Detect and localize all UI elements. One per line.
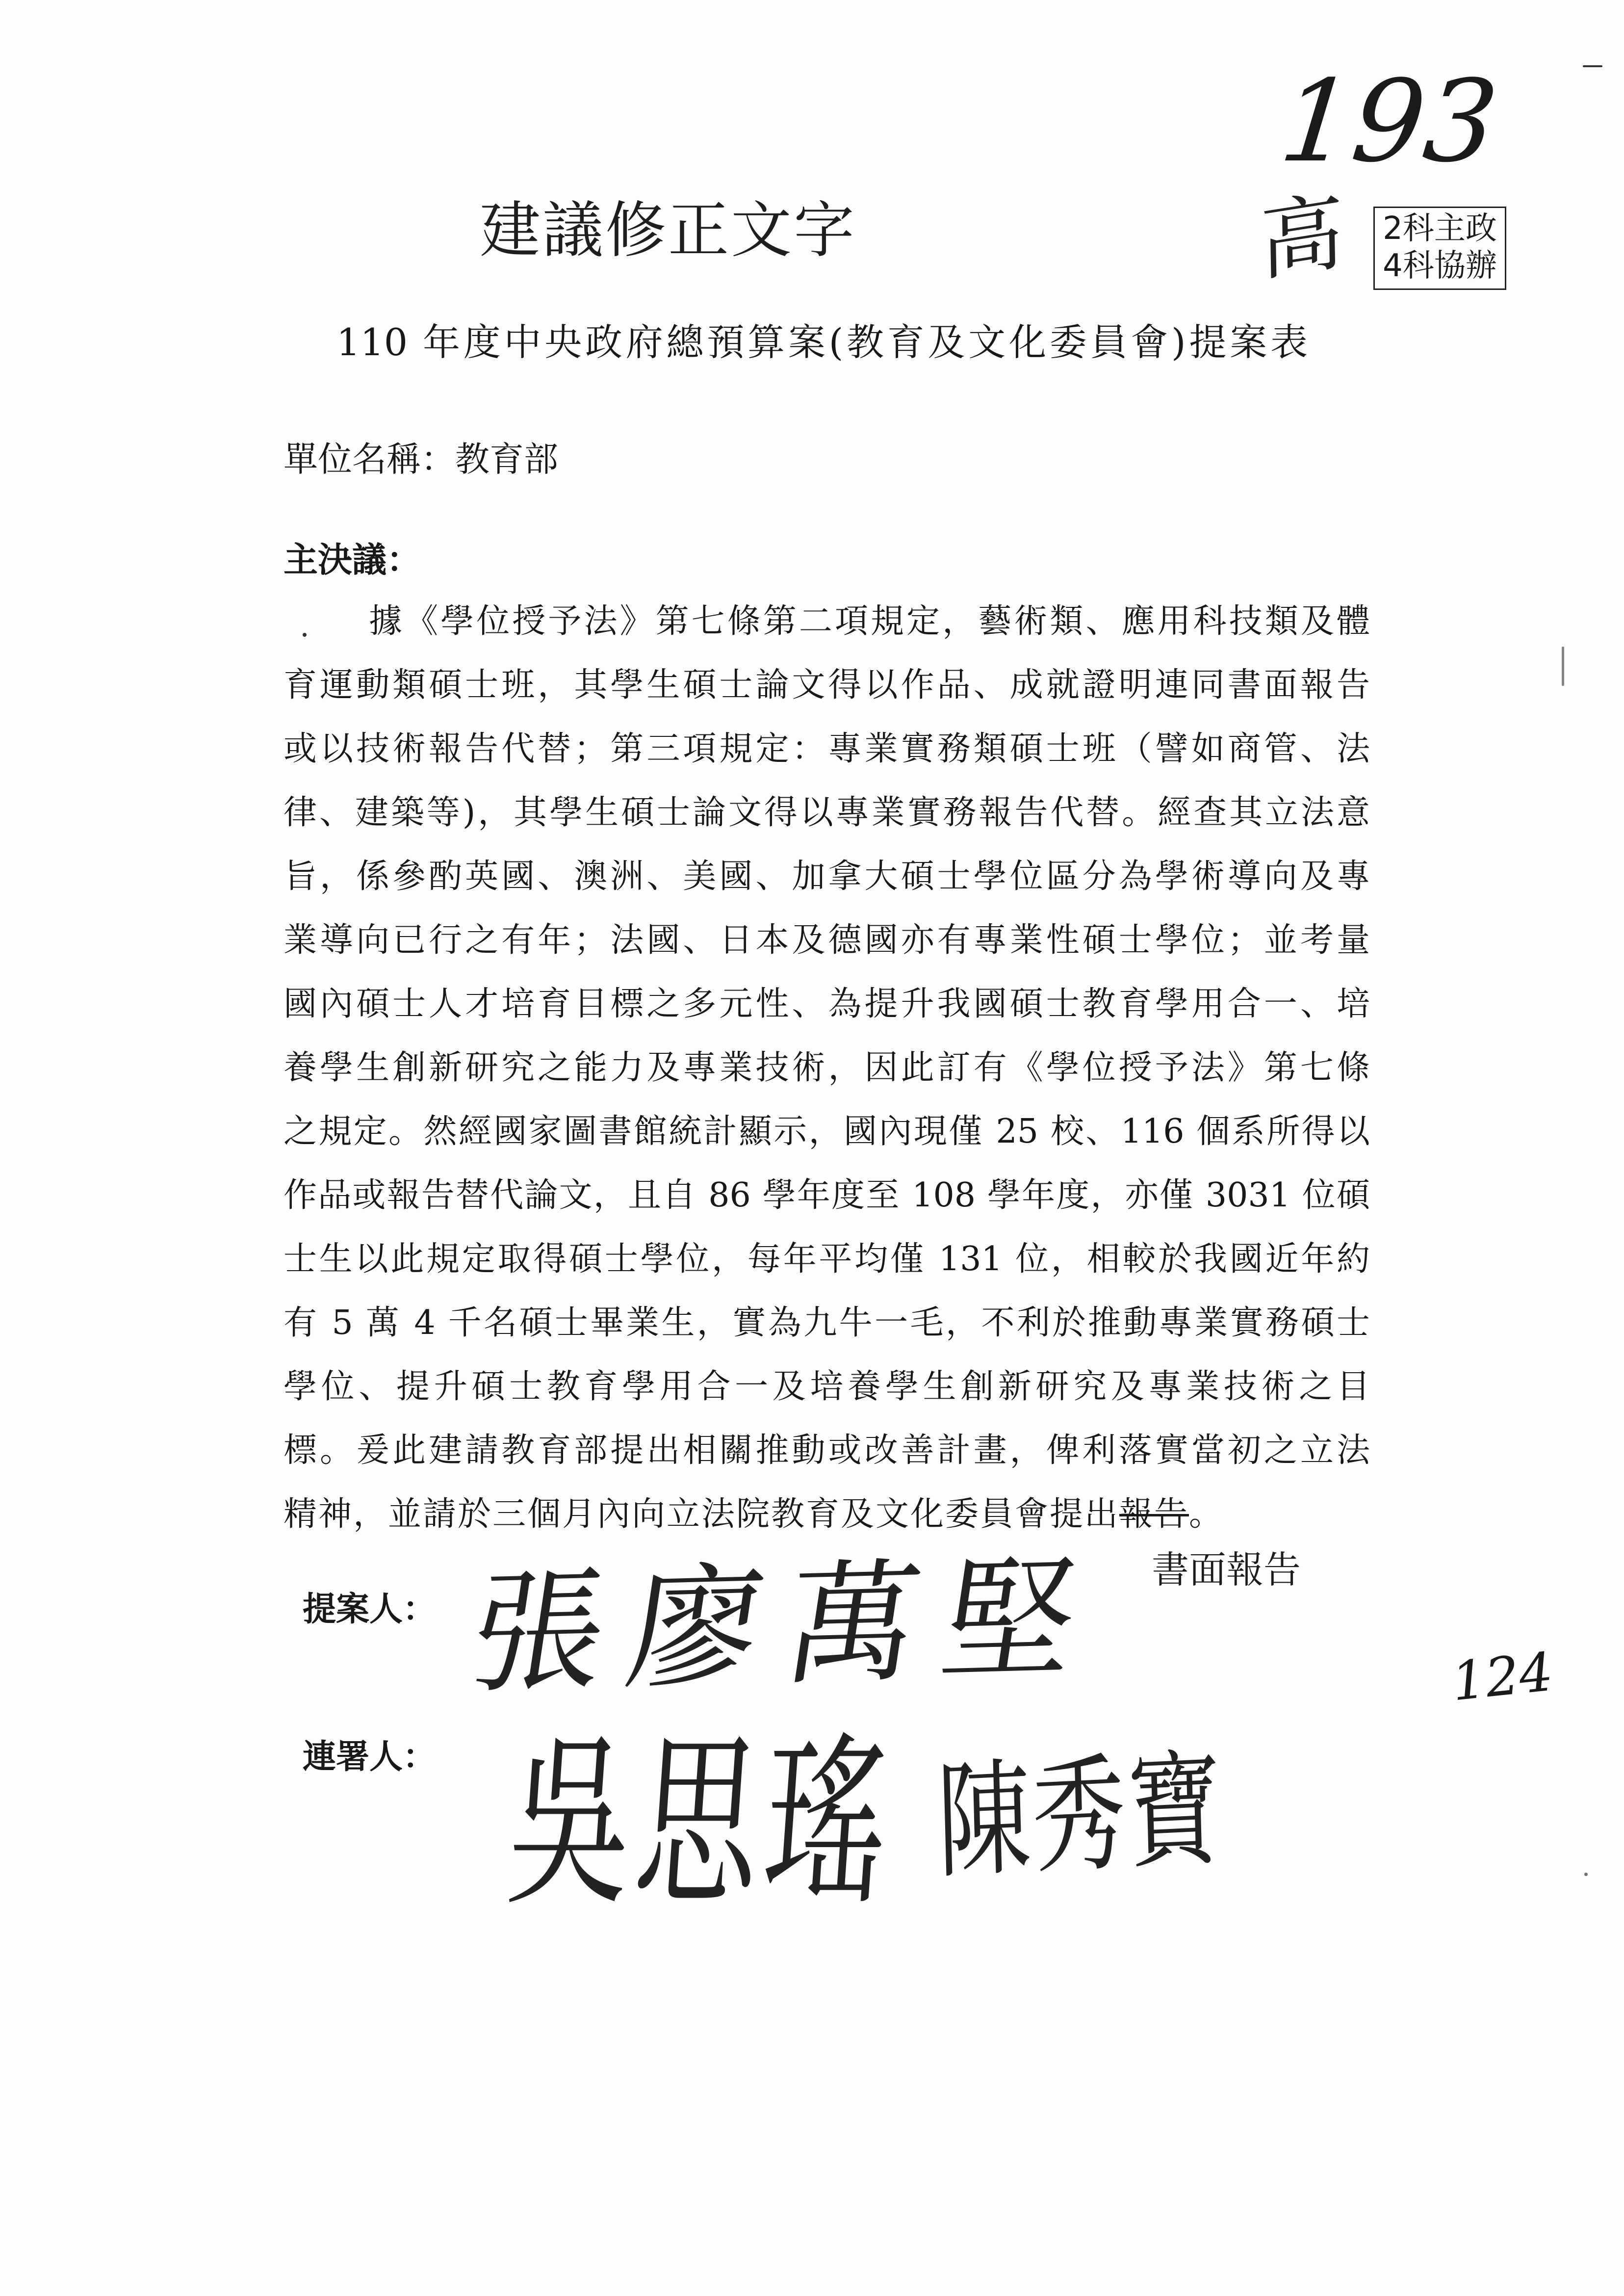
unit-label: 單位名稱： bbox=[284, 439, 455, 479]
resolution-line: 育運動類碩士班，其學生碩士論文得以作品、成就證明連同書面報告 bbox=[284, 666, 1370, 704]
proposer-signature: 張廖萬堅 bbox=[461, 1540, 1112, 1712]
resolution-body bbox=[284, 590, 1370, 1546]
routing-line-assist: 4科協辦 bbox=[1383, 248, 1497, 284]
struck-text: 報告 bbox=[1119, 1495, 1189, 1534]
last-line-text: 精神，並請於三個月內向立法院教育及文化委員會提出 bbox=[284, 1495, 1120, 1534]
resolution-line: 業導向已行之有年；法國、日本及德國亦有專業性碩士學位；並考量 bbox=[284, 921, 1370, 960]
handwritten-page-number: 124 bbox=[1448, 1641, 1556, 1713]
resolution-line: 或以技術報告代替；第三項規定：專業實務類碩士班（譬如商管、法 bbox=[284, 730, 1370, 768]
resolution-line: 學位、提升碩士教育學用合一及培養學生創新研究及專業技術之目 bbox=[284, 1367, 1370, 1406]
scan-speck bbox=[1584, 1873, 1588, 1876]
last-line-end: 。 bbox=[1189, 1495, 1224, 1534]
scan-speck bbox=[1583, 65, 1602, 67]
resolution-line: 旨，係參酌英國、澳洲、美國、加拿大碩士學位區分為學術導向及專 bbox=[284, 857, 1370, 896]
resolution-line: 作品或報告替代論文，且自 86 學年度至 108 學年度，亦僅 3031 位碩 bbox=[284, 1176, 1370, 1215]
cosigner-label: 連署人： bbox=[303, 1737, 437, 1776]
cosigner-signature: 陳秀寶 bbox=[935, 1736, 1225, 1896]
unit-name-row bbox=[284, 439, 558, 479]
handwritten-initial-mark: 高 bbox=[1259, 181, 1344, 294]
resolution-line: 士生以此規定取得碩士學位，每年平均僅 131 位，相較於我國近年約 bbox=[284, 1240, 1370, 1278]
routing-stamp-box bbox=[1373, 207, 1506, 290]
resolution-line: 之規定。然經國家圖書館統計顯示，國內現僅 25 校、116 個系所得以 bbox=[284, 1112, 1370, 1151]
scan-speck bbox=[1562, 647, 1564, 686]
resolution-heading: 主決議： bbox=[284, 539, 421, 580]
cosigner-signature: 吳思瑤 bbox=[501, 1716, 900, 1931]
resolution-line: 養學生創新研究之能力及專業技術，因此訂有《學位授予法》第七條 bbox=[284, 1048, 1370, 1087]
handwritten-number: 193 bbox=[1274, 56, 1504, 187]
routing-line-primary: 2科主政 bbox=[1383, 210, 1497, 247]
unit-value: 教育部 bbox=[455, 439, 558, 479]
resolution-line: 國內碩士人才培育目標之多元性、為提升我國碩士教育學用合一、培 bbox=[284, 985, 1370, 1023]
resolution-line: 有 5 萬 4 千名碩士畢業生，實為九牛一毛，不利於推動專業實務碩士 bbox=[284, 1304, 1370, 1342]
scan-speck bbox=[303, 633, 307, 637]
resolution-line: 律、建築等)，其學生碩士論文得以專業實務報告代替。經查其立法意 bbox=[284, 793, 1370, 832]
proposer-label: 提案人： bbox=[303, 1590, 437, 1629]
resolution-line: 據《學位授予法》第七條第二項規定，藝術類、應用科技類及體 bbox=[369, 602, 1370, 641]
resolution-line: 標。爰此建請教育部提出相關推動或改善計畫，俾利落實當初之立法 bbox=[284, 1431, 1370, 1470]
page-title: 建議修正文字 bbox=[480, 195, 857, 266]
form-subtitle: 110 年度中央政府總預算案(教育及文化委員會)提案表 bbox=[336, 320, 1308, 364]
resolution-last-line bbox=[284, 1483, 1370, 1546]
inserted-correction: 書面報告 bbox=[1152, 1548, 1301, 1592]
